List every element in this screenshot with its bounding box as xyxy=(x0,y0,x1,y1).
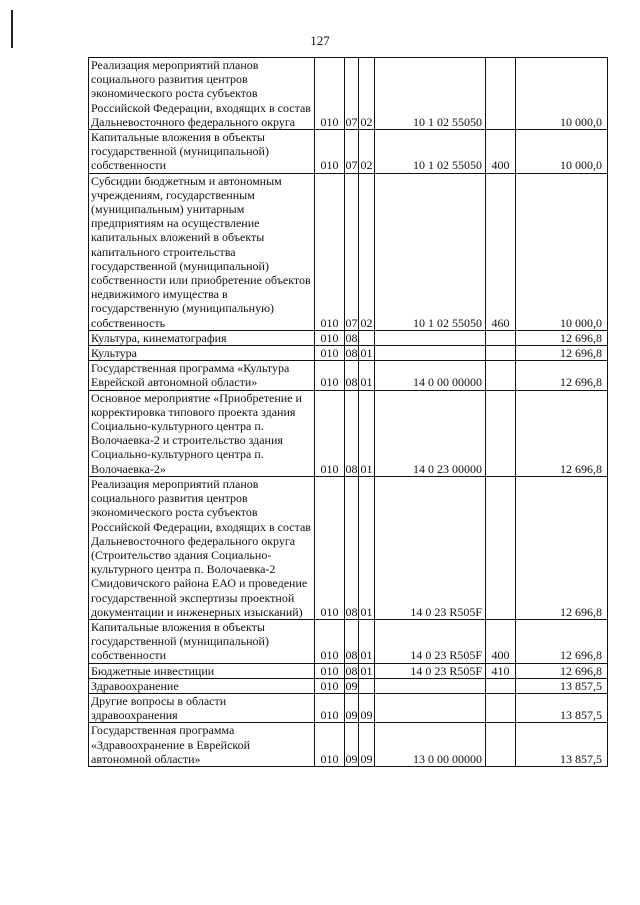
table-row xyxy=(89,346,608,361)
row-name: Государственная программа «Культура Еврейской автономной области» xyxy=(89,361,315,390)
expense-type-code xyxy=(486,693,516,722)
section-code: 08 xyxy=(345,476,359,619)
target-article-code: 13 0 00 00000 xyxy=(375,723,486,767)
target-article-code xyxy=(375,678,486,693)
expense-type-code: 460 xyxy=(486,173,516,330)
subsection-code: 09 xyxy=(359,723,375,767)
amount: 12 696,8 xyxy=(516,390,608,476)
ministry-code: 010 xyxy=(315,619,345,663)
table-row xyxy=(89,58,608,130)
table-row xyxy=(89,678,608,693)
table-row xyxy=(89,390,608,476)
ministry-code: 010 xyxy=(315,330,345,345)
subsection-code: 01 xyxy=(359,476,375,619)
section-code: 08 xyxy=(345,361,359,390)
section-code: 09 xyxy=(345,723,359,767)
expense-type-code xyxy=(486,678,516,693)
target-article-code: 14 0 00 00000 xyxy=(375,361,486,390)
subsection-code: 09 xyxy=(359,693,375,722)
table-row xyxy=(89,693,608,722)
amount: 13 857,5 xyxy=(516,723,608,767)
target-article-code xyxy=(375,330,486,345)
ministry-code: 010 xyxy=(315,390,345,476)
expense-type-code xyxy=(486,58,516,130)
section-code: 08 xyxy=(345,663,358,678)
row-name: Реализация мероприятий планов социального развития центров экономического роста субъектов Российской Федерации, входящих в состав Дальневосточного федерального округа xyxy=(89,58,315,130)
row-name: Капитальные вложения в объекты государственной (муниципальной) собственности xyxy=(89,619,315,663)
expense-type-code xyxy=(486,390,516,476)
subsection-code: 01 xyxy=(359,390,375,476)
ministry-code: 010 xyxy=(315,58,345,130)
ministry-code: 010 xyxy=(315,663,345,678)
amount: 12 696,8 xyxy=(516,663,608,678)
page-number: 127 xyxy=(310,33,330,48)
row-name: Здравоохранение xyxy=(89,678,315,693)
expense-type-code xyxy=(486,346,516,361)
amount: 10 000,0 xyxy=(516,130,608,174)
subsection-code xyxy=(359,330,375,345)
section-code: 08 xyxy=(345,619,359,663)
amount: 13 857,5 xyxy=(516,693,608,722)
row-name: Культура xyxy=(89,346,315,361)
expense-type-code: 410 xyxy=(486,663,516,678)
target-article-code: 10 1 02 55050 xyxy=(375,130,486,174)
target-article-code: 14 0 23 00000 xyxy=(375,390,486,476)
ministry-code: 010 xyxy=(315,693,345,722)
subsection-code xyxy=(359,678,375,693)
row-name: Основное мероприятие «Приобретение и корректировка типового проекта здания Социально-культурного центра п. Волочаевка-2 и строительство здания Социально-культурного центра п. Волочаевка-2» xyxy=(89,390,315,476)
table-row xyxy=(89,663,608,678)
budget-table-body xyxy=(89,58,608,767)
ministry-code: 010 xyxy=(315,130,345,174)
row-name: Государственная программа «Здравоохранение в Еврейской автономной области» xyxy=(89,723,315,767)
ministry-code: 010 xyxy=(315,346,345,361)
amount: 12 696,8 xyxy=(516,476,608,619)
section-code: 08 xyxy=(345,390,359,476)
ministry-code: 010 xyxy=(315,476,345,619)
section-code: 07 xyxy=(345,173,359,330)
ministry-code: 010 xyxy=(315,173,345,330)
row-name: Субсидии бюджетным и автономным учреждениям, государственным (муниципальным) унитарным предприятиям на осуществление капитальных вложений в объекты капитального строительства государственной (муниципальной) собственности или приобретение объектов недвижимого имущества в государственную (муниципальную) собственность xyxy=(89,173,315,330)
amount: 12 696,8 xyxy=(516,361,608,390)
expense-type-code xyxy=(486,723,516,767)
target-article-code: 14 0 23 R505F xyxy=(375,476,486,619)
row-name: Культура, кинематография xyxy=(89,330,315,345)
expense-type-code: 400 xyxy=(486,619,516,663)
expense-type-code xyxy=(486,476,516,619)
target-article-code xyxy=(375,693,486,722)
amount: 13 857,5 xyxy=(516,678,608,693)
target-article-code xyxy=(375,346,486,361)
section-code: 07 xyxy=(345,58,359,130)
ministry-code: 010 xyxy=(315,723,345,767)
target-article-code: 10 1 02 55050 xyxy=(375,58,486,130)
row-name: Бюджетные инвестиции xyxy=(89,663,315,678)
table-row xyxy=(89,330,608,345)
section-code: 09 xyxy=(345,693,359,722)
subsection-code: 01 xyxy=(359,619,375,663)
amount: 10 000,0 xyxy=(516,58,608,130)
subsection-code: 01 xyxy=(360,346,373,361)
ministry-code: 010 xyxy=(315,361,345,390)
table-row xyxy=(89,361,608,390)
target-article-code: 14 0 23 R505F xyxy=(375,619,486,663)
amount: 12 696,8 xyxy=(516,619,608,663)
amount: 12 696,8 xyxy=(516,330,608,345)
row-name: Капитальные вложения в объекты государственной (муниципальной) собственности xyxy=(89,130,315,174)
section-code: 07 xyxy=(345,130,359,174)
amount: 12 696,8 xyxy=(516,346,608,361)
table-row xyxy=(89,723,608,767)
amount: 10 000,0 xyxy=(516,173,608,330)
subsection-code: 02 xyxy=(359,130,375,174)
section-code: 09 xyxy=(345,678,358,693)
subsection-code: 01 xyxy=(360,663,373,678)
table-row xyxy=(89,476,608,619)
expense-type-code xyxy=(486,361,516,390)
table-row xyxy=(89,619,608,663)
ministry-code: 010 xyxy=(315,678,345,693)
subsection-code: 02 xyxy=(359,173,375,330)
expense-type-code: 400 xyxy=(486,130,516,174)
section-code: 08 xyxy=(345,346,358,361)
row-name: Другие вопросы в области здравоохранения xyxy=(89,693,315,722)
subsection-code: 02 xyxy=(359,58,375,130)
target-article-code: 14 0 23 R505F xyxy=(375,663,486,678)
subsection-code: 01 xyxy=(359,361,375,390)
budget-table xyxy=(88,57,608,767)
table-row xyxy=(89,173,608,330)
table-row xyxy=(89,130,608,174)
row-name: Реализация мероприятий планов социального развития центров экономического роста субъектов Российской Федерации, входящих в состав Дальневосточного федерального округа (Строительство здания Социально-культурного центра п. Волочаевка-2 Смидовичского района ЕАО и проведение государственной экспертизы проектной документации и инженерных изысканий) xyxy=(89,476,315,619)
target-article-code: 10 1 02 55050 xyxy=(375,173,486,330)
section-code: 08 xyxy=(345,330,358,345)
expense-type-code xyxy=(486,330,516,345)
